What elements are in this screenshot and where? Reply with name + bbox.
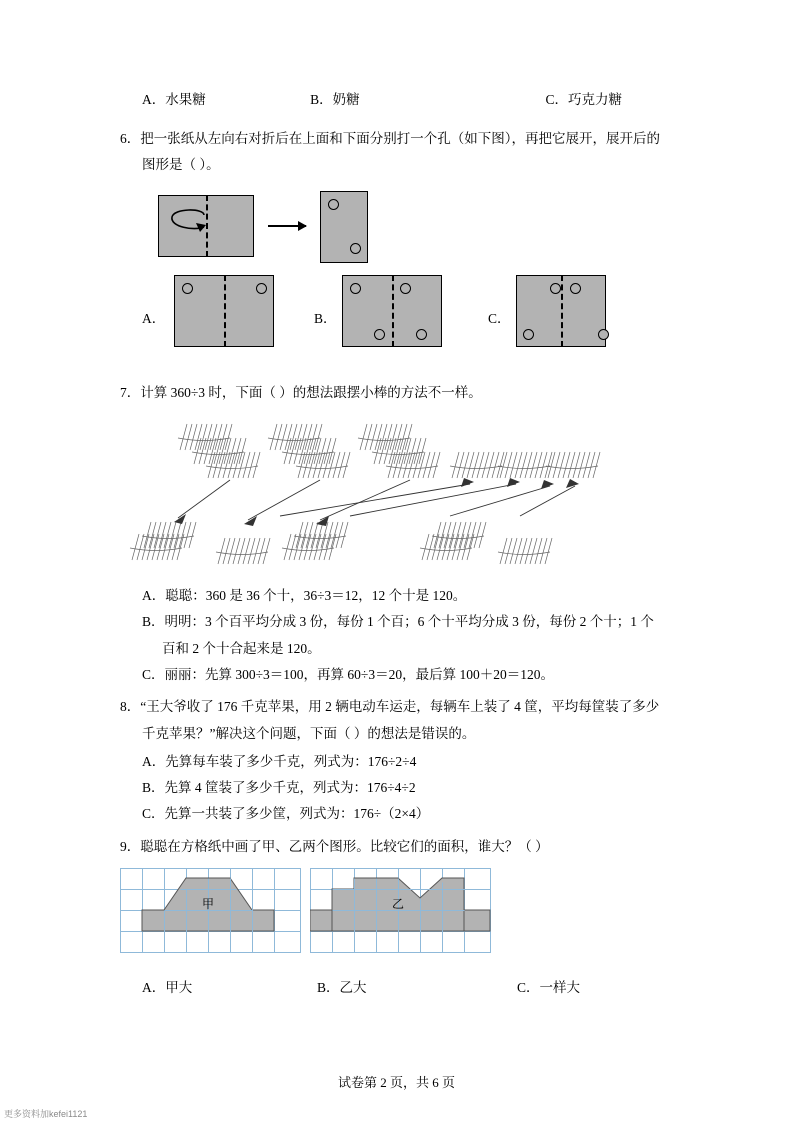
- question-6-line-2: 图形是（ ）。: [142, 157, 220, 173]
- option-c-hole-1: [550, 283, 561, 294]
- option-c-label: C．: [488, 310, 511, 326]
- hole-top-result: [328, 199, 339, 210]
- question-6-number: 6．: [120, 131, 141, 146]
- fold-arrow-icon: [164, 207, 210, 243]
- question-8-option-c: C．先算一共装了多少筐，列式为：176÷（2×4）: [142, 806, 430, 822]
- question-7-option-b-line-1: B．明明：3 个百平均分成 3 份，每份 1 个百；6 个十平均分成 3 份，每份 2 个十；1 个: [142, 614, 654, 630]
- folded-result: [320, 191, 368, 263]
- option-b-hole-1: [350, 283, 361, 294]
- option-b-hole-3: [374, 329, 385, 340]
- option-c-fold-line: [561, 275, 563, 347]
- question-7-option-c: C．丽丽：先算 300÷3＝100，再算 60÷3＝20，最后算 100＋20＝120。: [142, 666, 554, 682]
- question-8-text-1: “王大爷收了 176 千克苹果，用 2 辆电动车运走，每辆车上装了 4 筐，平均每筐装了多少: [140, 699, 660, 715]
- question-9-text-1: 聪聪在方格纸中画了甲、乙两个图形。比较它们的面积，谁大？（ ）: [140, 838, 549, 854]
- option-a-label: A．: [142, 310, 166, 326]
- question-8-line-1: [120, 694, 680, 720]
- shape-jia-label: 甲: [201, 897, 215, 912]
- question-9-number: 9．: [120, 838, 141, 854]
- watermark-text: 更多资料加kefei1121: [4, 1109, 88, 1119]
- shape-yi-diagram: [310, 868, 500, 958]
- option-b-fold-line: [392, 275, 394, 347]
- question-8-line-2: 千克苹果？”解决这个问题，下面（ ）的想法是错误的。: [142, 725, 476, 741]
- question-9-option-a: A．甲大: [142, 980, 193, 996]
- option-c-hole-4: [598, 329, 609, 340]
- transform-arrow-icon: [268, 225, 306, 227]
- question-9: [120, 834, 680, 860]
- top-choice-a: A．水果糖: [142, 92, 206, 107]
- question-6: [120, 126, 680, 179]
- option-a-hole-left: [182, 283, 193, 294]
- shape-jia-diagram: [120, 868, 310, 958]
- question-8-option-b: B．先算 4 筐装了多少千克，列式为：176÷4÷2: [142, 780, 416, 796]
- question-6-line-1: [120, 126, 680, 152]
- distribution-arrows: [174, 478, 579, 526]
- question-7-text-1: 计算 360÷3 时，下面（ ）的想法跟摆小棒的方法不一样。: [140, 384, 482, 400]
- question-7-option-b: [120, 609, 680, 662]
- question-7-option-a: A．聪聪：360 是 36 个十，36÷3＝12，12 个十是 120。: [142, 587, 467, 603]
- question-9-option-b: B．乙大: [317, 980, 367, 996]
- question-6-text-1: 把一张纸从左向右对折后在上面和下面分别打一个孔（如下图），再把它展开，展开后的: [140, 131, 660, 146]
- hole-bottom-result: [350, 243, 361, 254]
- option-b-label: B．: [314, 310, 337, 326]
- option-c-hole-3: [523, 329, 534, 340]
- option-b-hole-4: [416, 329, 427, 340]
- question-9-choices: [120, 976, 680, 996]
- question-7-figure: [120, 408, 680, 583]
- option-a-hole-right: [256, 283, 267, 294]
- question-9-option-c: C．一样大: [517, 980, 581, 996]
- page-content: [120, 88, 680, 1014]
- question-8: [120, 694, 680, 747]
- top-choice-b: B．奶糖: [310, 92, 360, 107]
- option-a-fold-line: [224, 275, 226, 347]
- option-c-hole-2: [570, 283, 581, 294]
- counting-sticks-diagram: [120, 408, 660, 583]
- question-8-option-a: A．先算每车装了多少千克，列式为：176÷2÷4: [142, 753, 417, 769]
- page-footer: 试卷第 2 页，共 6 页: [337, 1075, 455, 1090]
- question-7-option-b-line-2: 百和 2 个十合起来是 120。: [162, 640, 321, 656]
- option-b-hole-2: [400, 283, 411, 294]
- top-choice-c: C．巧克力糖: [545, 92, 623, 107]
- question-9-line-1: [120, 834, 680, 860]
- question-6-figure: [120, 185, 680, 370]
- question-9-figure: [120, 868, 680, 964]
- question-8-number: 8．: [120, 699, 141, 715]
- question-7: [120, 380, 680, 406]
- shape-yi-label: 乙: [391, 897, 405, 912]
- question-7-number: 7．: [120, 384, 141, 400]
- top-choices-row: [120, 88, 680, 108]
- question-7-line-1: [120, 380, 680, 406]
